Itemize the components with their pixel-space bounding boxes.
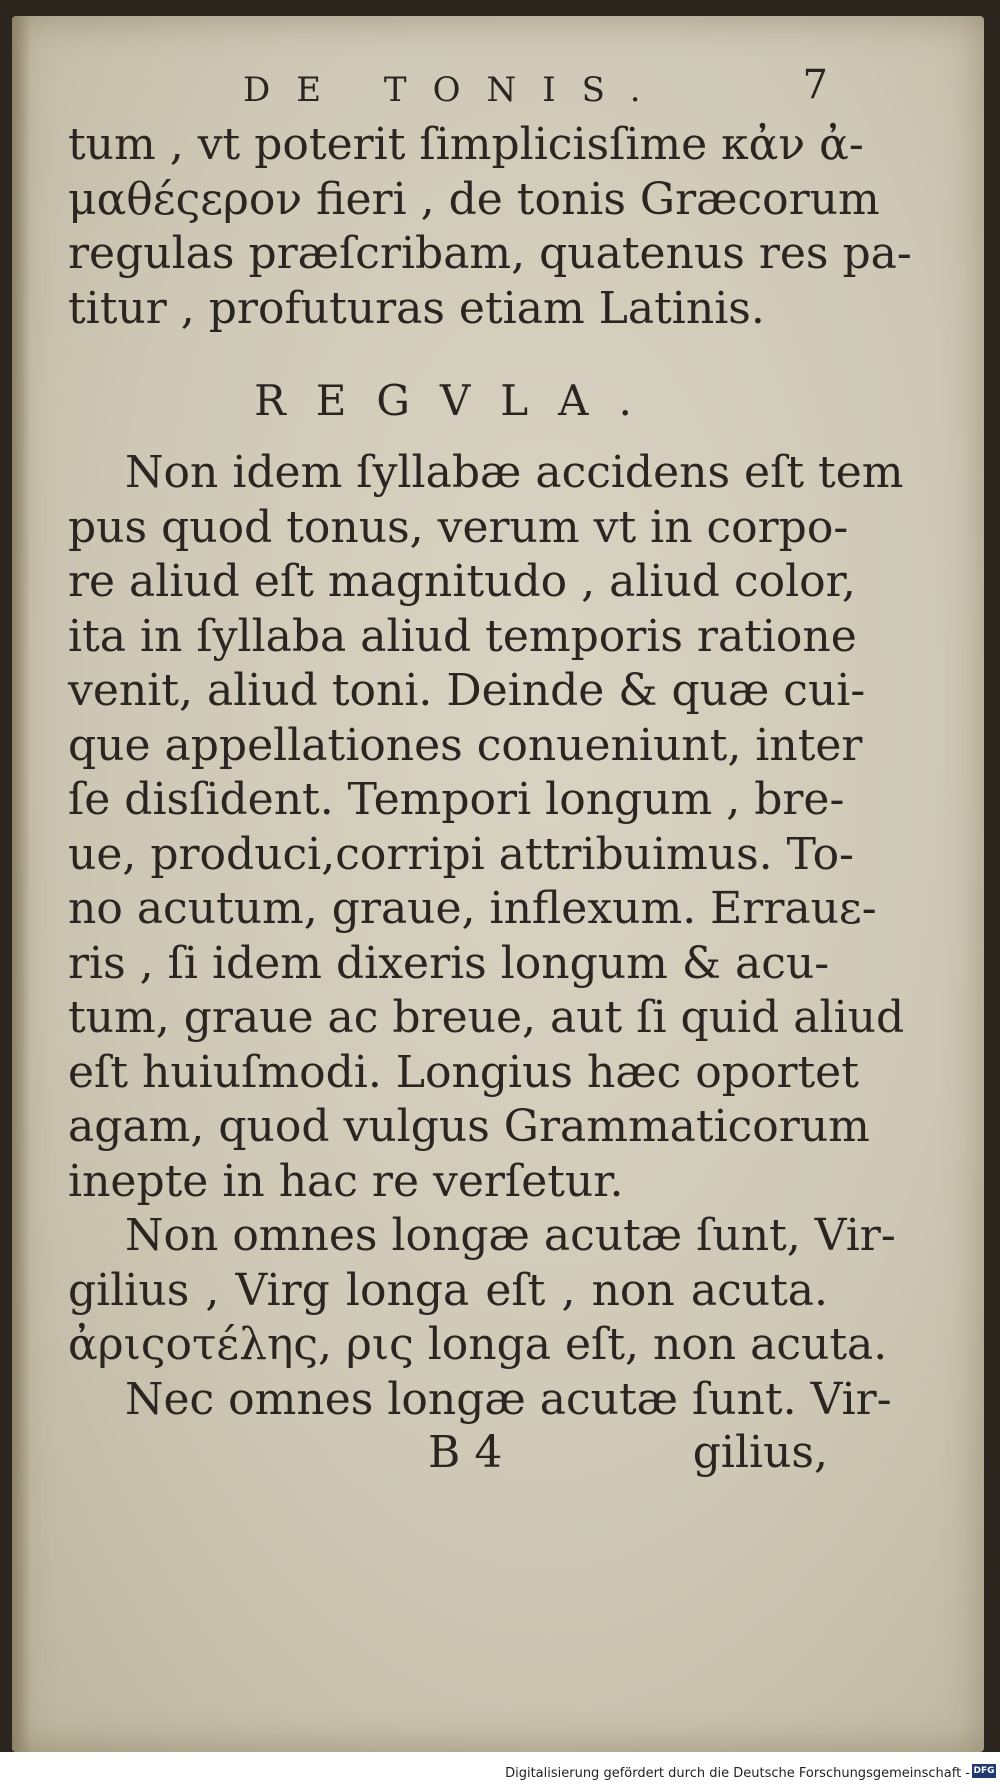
text-line: inepte in hac re verſetur. [68,1155,624,1207]
section-heading: REGVLA. [254,376,662,425]
digitization-footer [0,1752,1000,1792]
text-line: regulas præſcribam, quatenus res pa- [68,228,912,279]
catchword: gilius, [692,1427,828,1478]
signature-mark: B 4 [428,1427,503,1478]
text-line: eſt huiuſmodi. Longius hæc oportet [68,1046,859,1098]
page-gutter-shadow [12,16,30,1752]
text-line: ue, produci,corripi attribuimus. To- [68,828,854,880]
running-head-title: DE TONIS. [243,70,667,110]
text-line: ſe disſident. Tempori longum , bre- [68,774,845,825]
text-line: gilius , Virg longa eſt , non acuta. [68,1264,828,1316]
text-line: que appellationes conueniunt, inter [68,719,863,771]
text-line: μαθέςερον fieri , de tonis Græcorum [68,173,880,225]
text-line: pus quod tonus, verum vt in corpo- [68,501,849,553]
text-line: Non idem ſyllabæ accidens eſt tem [125,447,904,498]
text-line: Nec omnes longæ acutæ ſunt. Vir- [125,1373,892,1425]
text-line: no acutum, graue, inflexum. Errauε- [68,883,877,934]
text-line: ita in ſyllaba aliud temporis ratione [68,610,857,662]
text-line: tum , vt poterit ſimplicisſime κἀν ἀ- [68,119,864,170]
text-line: re aliud eſt magnitudo , aliud color, [68,556,856,607]
dfg-logo-icon: DFG [973,1766,995,1776]
signature-line [68,1427,828,1487]
text-line: Non omnes longæ acutæ ſunt, Vir- [125,1210,896,1261]
text-line: ἀριςοτέλης, ρις longa eſt, non acuta. [68,1319,888,1370]
page-text-block [68,62,912,1487]
funding-credit: Digitalisierung gefördert durch die Deutsche Forschungsgemeinschaft - [505,1766,970,1781]
text-line: titur , profuturas etiam Latinis. [68,282,765,334]
text-line: ris , ſi idem dixeris longum & acu- [68,937,830,989]
running-head [68,62,828,118]
text-line: tum, graue ac breue, aut ſi quid aliud [68,992,905,1043]
page-number: 7 [802,62,828,108]
text-line: agam, quod vulgus Grammaticorum [68,1101,870,1152]
text-line: venit, aliud toni. Deinde & quæ cui- [68,665,866,716]
